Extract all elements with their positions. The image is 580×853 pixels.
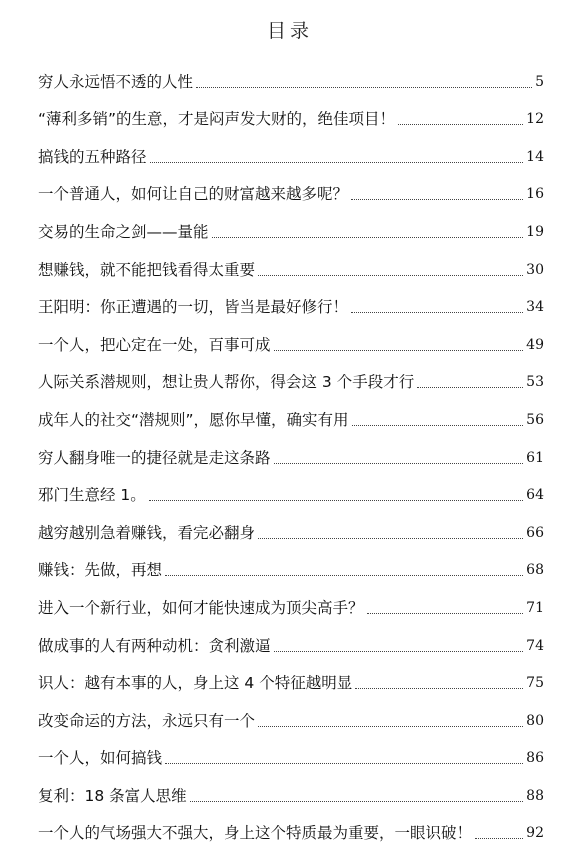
toc-page-number: 86 — [526, 750, 544, 767]
toc-entry-title: “薄利多销”的生意，才是闷声发大财的，绝佳项目！ — [38, 110, 396, 129]
dot-leader — [258, 538, 523, 539]
toc-entry-title: 改变命运的方法，永远只有一个 — [38, 711, 256, 730]
toc-entry[interactable] — [38, 582, 544, 620]
toc-entry[interactable] — [38, 733, 544, 771]
toc-entry-title: 王阳明：你正遭遇的一切，皆当是最好修行！ — [38, 298, 349, 317]
toc-entry-title: 一个人，把心定在一处，百事可成 — [38, 335, 271, 354]
toc-entry[interactable] — [38, 94, 544, 132]
dot-leader — [190, 801, 524, 802]
page-title: 目录 — [266, 20, 313, 42]
toc-entry-title: 人际关系潜规则，想让贵人帮你，得会这 3 个手段才行 — [38, 373, 415, 392]
toc-entry-title: 复利：18 条富人思维 — [38, 786, 187, 805]
toc-entry[interactable] — [38, 206, 544, 244]
toc-entry[interactable] — [38, 394, 544, 432]
toc-page-number: 49 — [526, 336, 544, 353]
toc-page-number: 16 — [526, 186, 544, 203]
toc-entry[interactable] — [38, 131, 544, 169]
dot-leader — [212, 237, 524, 238]
toc-page-number: 88 — [526, 787, 544, 804]
dot-leader — [150, 162, 524, 163]
toc-entry-title: 交易的生命之剑——量能 — [38, 222, 209, 241]
toc-entry-title: 穷人永远悟不透的人性 — [38, 72, 194, 91]
toc-page-number: 68 — [526, 562, 544, 579]
toc-page-number: 64 — [526, 487, 544, 504]
toc-entry-title: 搞钱的五种路径 — [38, 147, 147, 166]
toc-page-number: 34 — [526, 299, 544, 316]
toc-entry-title: 一个人的气场强大不强大，身上这个特质最为重要，一眼识破！ — [38, 824, 473, 843]
toc-entry-title: 进入一个新行业，如何才能快速成为顶尖高手？ — [38, 598, 364, 617]
dot-leader — [149, 500, 523, 501]
toc-page-number: 30 — [526, 261, 544, 278]
table-of-contents — [38, 56, 544, 845]
toc-entry-title: 赚钱：先做，再想 — [38, 561, 163, 580]
dot-leader — [352, 425, 524, 426]
toc-entry[interactable] — [38, 282, 544, 320]
toc-page-number: 53 — [526, 374, 544, 391]
toc-entry[interactable] — [38, 244, 544, 282]
toc-entry-title: 一个人，如何搞钱 — [38, 749, 163, 768]
toc-entry[interactable] — [38, 507, 544, 545]
toc-entry[interactable] — [38, 169, 544, 207]
dot-leader — [165, 763, 523, 764]
toc-entry[interactable] — [38, 658, 544, 696]
toc-entry[interactable] — [38, 470, 544, 508]
dot-leader — [355, 688, 523, 689]
toc-entry-title: 穷人翻身唯一的捷径就是走这条路 — [38, 448, 271, 467]
toc-entry[interactable] — [38, 319, 544, 357]
toc-page-number: 61 — [526, 449, 544, 466]
toc-entry[interactable] — [38, 808, 544, 846]
toc-page-number: 19 — [526, 223, 544, 240]
dot-leader — [258, 726, 523, 727]
toc-entry-title: 识人：越有本事的人，身上这 4 个特征越明显 — [38, 674, 353, 693]
toc-page-number: 12 — [526, 111, 544, 128]
dot-leader — [196, 87, 532, 88]
toc-entry[interactable] — [38, 620, 544, 658]
dot-leader — [274, 350, 524, 351]
toc-page-number: 75 — [526, 675, 544, 692]
toc-entry-title: 成年人的社交“潜规则”，愿你早懂，确实有用 — [38, 410, 349, 429]
toc-entry-title: 一个普通人，如何让自己的财富越来越多呢？ — [38, 185, 349, 204]
toc-entry[interactable] — [38, 695, 544, 733]
toc-entry[interactable] — [38, 770, 544, 808]
toc-page-number: 56 — [526, 411, 544, 428]
toc-entry[interactable] — [38, 432, 544, 470]
toc-page-number: 14 — [526, 148, 544, 165]
dot-leader — [398, 124, 523, 125]
dot-leader — [274, 651, 524, 652]
dot-leader — [475, 838, 523, 839]
toc-entry[interactable] — [38, 545, 544, 583]
toc-entry-title: 越穷越别急着赚钱，看完必翻身 — [38, 523, 256, 542]
dot-leader — [258, 275, 523, 276]
toc-page-number: 66 — [526, 524, 544, 541]
toc-page-number: 71 — [526, 599, 544, 616]
toc-page-number: 74 — [526, 637, 544, 654]
dot-leader — [367, 613, 524, 614]
toc-page-number: 92 — [526, 825, 544, 842]
dot-leader — [274, 463, 524, 464]
toc-entry-title: 做成事的人有两种动机：贪利激逼 — [38, 636, 271, 655]
dot-leader — [417, 387, 523, 388]
toc-entry-title: 想赚钱，就不能把钱看得太重要 — [38, 260, 256, 279]
toc-page-number: 5 — [535, 73, 544, 90]
dot-leader — [351, 312, 523, 313]
toc-entry[interactable] — [38, 56, 544, 94]
toc-entry[interactable] — [38, 357, 544, 395]
toc-page-number: 80 — [526, 712, 544, 729]
toc-entry-title: 邪门生意经 1。 — [38, 486, 146, 505]
dot-leader — [165, 575, 523, 576]
dot-leader — [351, 199, 523, 200]
